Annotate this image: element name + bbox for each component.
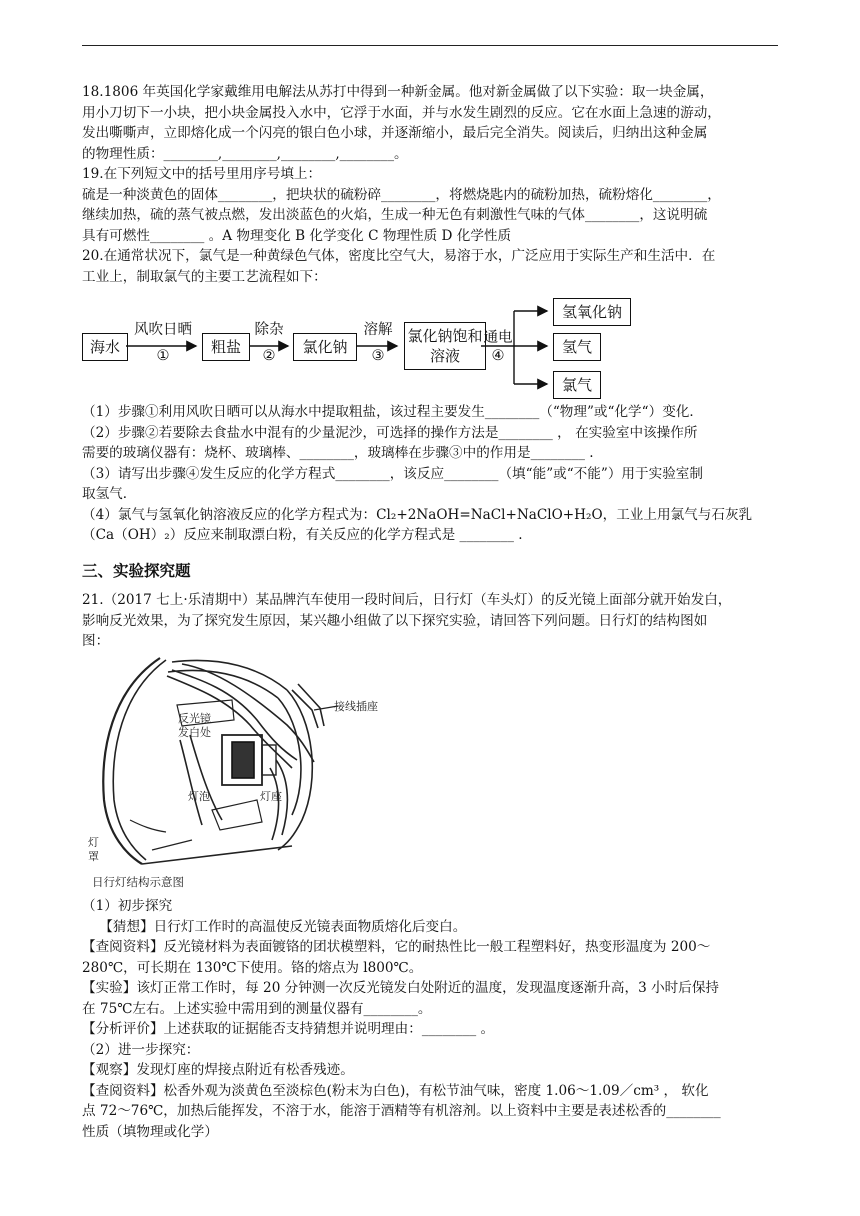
q19-line-3: 继续加热，硫的蒸气被点燃，发出淡蓝色的火焰，生成一种无色有刺激性气味的气体________，这说明硫 bbox=[82, 207, 708, 223]
q21-research-1a: 【查阅资料】反光镜材料为表面镀铬的团状模塑料，它的耐热性比一般工程塑料好，热变形温度为 200～ bbox=[82, 939, 711, 955]
flow-box-saturated-solution: 氯化钠饱和溶液 bbox=[404, 322, 486, 370]
figure-label-cover-1: 灯 bbox=[88, 836, 99, 849]
q19-line-4: 具有可燃性________ 。A 物理变化 B 化学变化 C 物理性质 D 化学性质 bbox=[82, 227, 512, 244]
q21-experiment-b: 在 75℃左右。上述实验中需用到的测量仪器有________。 bbox=[82, 1000, 432, 1017]
question-21-intro bbox=[82, 590, 782, 652]
figure-label-base: 灯座 bbox=[260, 790, 282, 803]
question-21-body bbox=[82, 896, 782, 1142]
question-18 bbox=[82, 82, 782, 164]
q21-experiment-a: 【实验】该灯正常工作时，每 20 分钟测一次反光镜发白处附近的温度，发现温度逐渐升高，3 小时后保持 bbox=[82, 980, 720, 996]
section-heading: 三、实验探究题 bbox=[82, 562, 191, 580]
flow-box-sodium-hydroxide: 氢氧化钠 bbox=[553, 298, 631, 326]
q20-sub-3b: 取氢气． bbox=[82, 486, 137, 502]
lamp-drawing bbox=[82, 650, 412, 892]
figure-label-cover-2: 罩 bbox=[88, 850, 99, 863]
q21-analysis: 【分析评价】上述获取的证据能否支持猜想并说明理由：________ 。 bbox=[82, 1021, 495, 1037]
flow-label-1-top: 风吹日晒 bbox=[134, 322, 192, 338]
flow-box-seawater: 海水 bbox=[82, 333, 128, 361]
q21-part-2: （2）进一步探究： bbox=[82, 1041, 200, 1058]
flow-label-4-top: 通电 bbox=[483, 330, 513, 346]
q21-research-2b: 点 72～76℃，加热后能挥发，不溶于水，能溶于酒精等有机溶剂。以上资料中主要是表述松香的________ bbox=[82, 1103, 721, 1119]
q21-research-1b: 280℃，可长期在 130℃下使用。铬的熔点为 l800℃。 bbox=[82, 959, 423, 976]
q18-line-3: 发出嘶嘶声，立即熔化成一个闪亮的银白色小球，并逐渐缩小，最后完全消失。阅读后，归纳出这种金属 bbox=[82, 125, 708, 141]
q18-line-1: 18.1806 年英国化学家戴维用电解法从苏打中得到一种新金属。他对新金属做了以下实验：取一块金属， bbox=[82, 84, 714, 100]
flow-box-hydrogen: 氢气 bbox=[553, 333, 601, 361]
q21-line-1: 21.（2017 七上·乐清期中）某品牌汽车使用一段时间后，日行灯（车头灯）的反光镜上面部分就开始发白， bbox=[82, 592, 732, 608]
q20-line-1: 20.在通常状况下，氯气是一种黄绿色气体，密度比空气大，易溶于水，广泛应用于实际生产和生活中．在 bbox=[82, 248, 716, 264]
q19-line-1: 19.在下列短文中的括号里用序号填上： bbox=[82, 166, 322, 182]
header-rule bbox=[82, 45, 778, 46]
figure-label-bulb: 灯泡 bbox=[188, 790, 210, 803]
q21-hypothesis: 【猜想】日行灯工作时的高温使反光镜表面物质熔化后变白。 bbox=[82, 918, 467, 935]
q20-sub-4b: （Ca（OH）₂）反应来制取漂白粉，有关反应的化学方程式是 ________ . bbox=[82, 527, 523, 543]
flow-label-2-top: 除杂 bbox=[254, 322, 284, 338]
figure-caption: 日行灯结构示意图 bbox=[92, 875, 184, 889]
flow-box-chlorine: 氯气 bbox=[553, 371, 601, 399]
q21-line-2: 影响反光效果，为了探究发生原因，某兴趣小组做了以下探究实验，请回答下列问题。日行灯的结构图如 bbox=[82, 612, 708, 629]
figure-label-socket: 接线插座 bbox=[334, 700, 378, 713]
q20-sub-3a: （3）请写出步骤④发生反应的化学方程式________，该反应________（填“能”或“不能”）用于实验室制 bbox=[82, 465, 703, 482]
q20-line-2: 工业上，制取氯气的主要工艺流程如下： bbox=[82, 268, 327, 285]
q21-research-2a: 【查阅资料】松香外观为淡黄色至淡棕色(粉末为白色)，有松节油气味，密度 1.06～1.09／cm³ ， 软化 bbox=[82, 1082, 709, 1099]
flow-label-3-bottom: ③ bbox=[371, 348, 385, 364]
flow-box-crude-salt: 粗盐 bbox=[202, 333, 250, 361]
q20-sub-2b: 需要的玻璃仪器有：烧杯、玻璃棒、________，玻璃棒在步骤③中的作用是________ . bbox=[82, 445, 594, 461]
flow-label-4-bottom: ④ bbox=[491, 348, 505, 364]
q20-sub-4a: （4）氯气与氢氧化钠溶液反应的化学方程式为：Cl₂+2NaOH=NaCl+NaClO+H₂O，工业上用氯气与石灰乳 bbox=[82, 506, 753, 523]
flow-box-sodium-chloride: 氯化钠 bbox=[293, 333, 357, 361]
q18-line-4: 的物理性质：________,________,________,________。 bbox=[82, 145, 408, 162]
q21-line-3: 图： bbox=[82, 633, 110, 649]
flow-label-3-top: 溶解 bbox=[363, 322, 393, 338]
q21-research-2c: 性质（填物理或化学） bbox=[82, 1123, 218, 1140]
q21-observation: 【观察】发现灯座的焊接点附近有松香残迹。 bbox=[82, 1062, 354, 1078]
question-20-intro bbox=[82, 246, 782, 287]
q19-line-2: 硫是一种淡黄色的固体________，把块状的硫粉碎________，将燃烧匙内的硫粉加热，硫粉熔化________， bbox=[82, 186, 721, 203]
question-19 bbox=[82, 164, 782, 246]
lamp-structure-figure bbox=[82, 650, 412, 892]
flow-label-1-bottom: ① bbox=[156, 348, 170, 364]
figure-label-reflector-1: 反光镜 bbox=[178, 712, 211, 725]
question-20-subquestions bbox=[82, 402, 782, 546]
q18-line-2: 用小刀切下一小块，把小块金属投入水中，它浮于水面，并与水发生剧烈的反应。它在水面上急速的游动， bbox=[82, 104, 721, 121]
figure-label-reflector-2: 发白处 bbox=[178, 726, 211, 739]
q20-sub-1: （1）步骤①利用风吹日晒可以从海水中提取粗盐，该过程主要发生________（“物理”或“化学“）变化． bbox=[82, 404, 703, 420]
q21-part-1: （1）初步探究 bbox=[82, 898, 173, 914]
q20-sub-2a: （2）步骤②若要除去食盐水中混有的少量泥沙，可选择的操作方法是________ ， 在实验室中该操作所 bbox=[82, 424, 698, 441]
flow-label-2-bottom: ② bbox=[262, 348, 276, 364]
